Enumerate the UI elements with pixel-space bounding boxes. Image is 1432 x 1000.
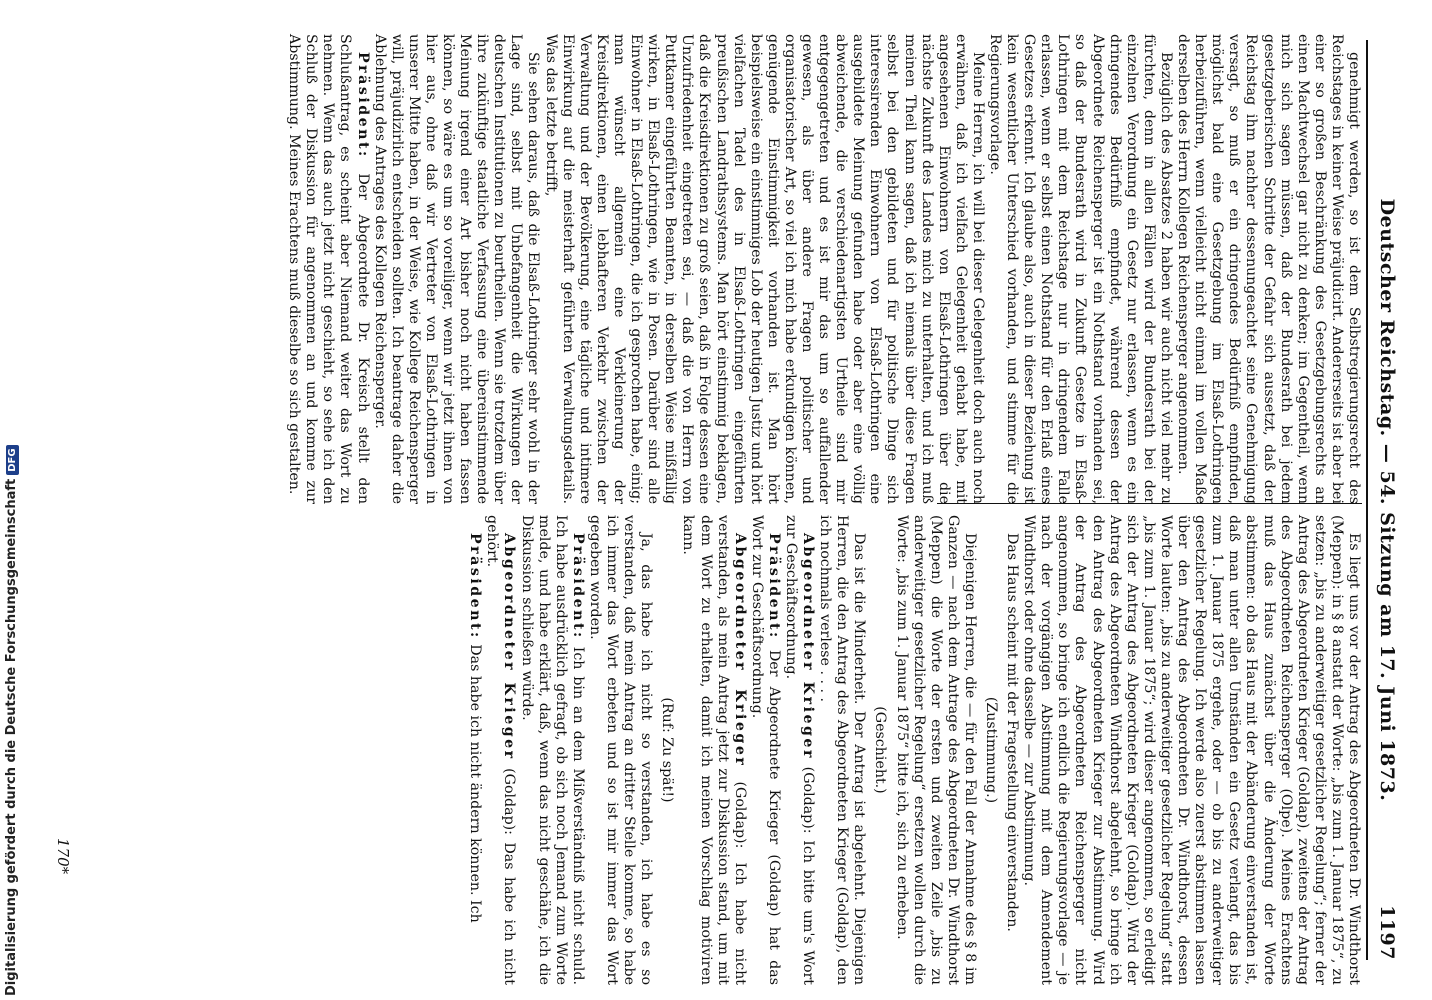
speaker-name: Abgeordneter Krieger <box>800 533 817 760</box>
dfg-logo: DFG <box>6 445 19 474</box>
right-column <box>466 515 1362 985</box>
speech-text: Das habe ich nicht ändern können. Ich <box>467 644 484 923</box>
stage-direction: (Ruf: Zu spät!) <box>659 697 676 803</box>
president-paragraph <box>466 515 483 985</box>
speaker-paragraph <box>782 515 816 985</box>
page-title: Deutscher Reichstag. — 54. Sitzung am 17. Juni 1873. <box>1376 198 1398 802</box>
header-rule <box>1366 40 1368 960</box>
paragraph: Es liegt uns vor der Antrag des Abgeordneten Dr. Windthorst (Meppen): in § 8 anstatt der Worte: „bis zum 1. Januar 1875“, zu setzen: „bis zu anderweitiger gesetzlicher Regelung“; ferner der Antrag des Abgeordneten Krieger (Goldap), zweitens der Antrag des Abgeordneten Reichensperger (Olpe). Meines Erachtens muß das Haus zunächst über die Änderung der Worte abstimmen: ob das Haus mit der Abänderung einverstanden ist, daß man unter allen Umständen ein Gesetz verlangt, das bis zum 1. Januar 1875 ergehe, oder — ob bis zu anderweitiger gesetzlicher Regelung. Ich werde also zuerst abstimmen lassen über den Antrag des Abgeordneten Dr. Windthorst, dessen Worte lauten: „bis zu anderweitiger gesetzlicher Regelung“ statt „bis zum 1. Januar 1875“; wird dieser angenommen, so erledigt sich der Antrag des Abgeordneten Krieger (Goldap). Wird der Antrag des Abgeordneten Windthorst abgelehnt, so bringe ich den Antrag des Abgeordneten Krieger zur Abstimmung. Wird der Antrag des Abgeordneten Reichensperger nicht angenommen, so bringe ich endlich die Regierungsvorlage — je nach der vorgängigen Abstimmung mit dem Amendement Windthorst oder ohne dasselbe — zur Abstimmung. <box>1021 515 1362 985</box>
column-divider <box>937 503 1362 504</box>
speech-text: Der Abgeordnete Krieger (Goldap) hat das Wort zur Geschäftsordnung. <box>748 515 782 985</box>
paragraph: Das Haus scheint mit der Fragestellung einverstanden. <box>1004 533 1021 932</box>
paragraph: Sie sehen daraus, daß die Elsaß-Lothringer sehr wohl in der Lage sind, selbst mit Unbefangenheit die Wirkungen der deutschen Institutionen zu beurtheilen. Wenn sie trotzdem über ihre zukünftige staatliche Verfassung eine übereinstimmende Meinung irgend einer Art bisher noch nicht haben fassen können, so wäre es um so voreiliger, wenn wir jetzt ihnen von hier aus, ohne daß wir Vertreter von Elsaß-Lothringen in unserer Mitte haben, in der Weise, wie Kollege Reichensperger will, präjudizirlich entscheiden sollten. Ich beantrage daher die Ablehnung des Antrages des Kollegen Reichensperger. <box>371 34 542 504</box>
page-header <box>1372 40 1398 960</box>
speaker-name: Präsident: <box>354 52 371 159</box>
left-column <box>285 34 1362 504</box>
speaker-paragraph <box>483 515 517 985</box>
paragraph: Das ist die Minderheit. Der Antrag ist abgelehnt. Diejenigen Herren, die den Antrag des Abgeordneten Krieger (Goldap), den ich nochmals verlese . . . . <box>817 515 868 985</box>
page-number: 1197 <box>1376 905 1398 960</box>
speech-text: (Goldap): Das habe ich nicht gehört. <box>484 515 518 985</box>
stage-direction: (Geschieht.) <box>872 706 889 794</box>
paragraph: Diejenigen Herren, die — für den Fall der Annahme des § 8 im Ganzen — nach dem Antrage des Abgeordneten Dr. Windthorst (Meppen) die Worte der ersten und zweiten Zeile „bis zu anderweitiger gesetzlicher Regelung“ ersetzen wollen durch die Worte: „bis zum 1. Januar 1875“ bitte ich, sich zu erheben. <box>893 515 978 985</box>
president-paragraph <box>748 515 782 985</box>
speaker-name: Präsident: <box>467 533 484 640</box>
signature-mark: 170* <box>54 838 72 875</box>
funding-note <box>4 445 19 996</box>
speaker-name: Präsident: <box>765 533 782 640</box>
paragraph: Meine Herren, ich will bei dieser Gelegenheit doch auch noch erwähnen, daß ich vielfach Gelegenheit gehabt habe, mit angesehenen Einwohnern von Elsaß-Lothringen über die nächste Zukunft des Landes mich zu unterhalten, und ich muß meinen Theil kann sagen, daß ich niemals über diese Fragen selbst bei den gebildeten und für politische Dinge sich interessirenden Einwohnern von Elsaß-Lothringen eine ausgebildete Meinung gefunden habe oder aber eine völlig abweichende, die verschiedenartigsten Urtheile sind mir entgegengetreten und es ist mir das um so auffallender gewesen, als über andere Fragen politischer und organisatorischer Art, so viel ich mich habe erkundigen können, genügende Einstimmigkeit vorhanden ist. Man hört beispielsweise ein einstimmiges Lob der heutigen Justiz und hört vielfachen Tadel des in Elsaß-Lothringen eingeführten preußischen Landrathssystems. Man hört einstimmig beklagen, daß die Kreisdirektionen zu groß seien, daß in Folge dessen eine Unzufriedenheit eingetreten sei, — daß die von Herrn von Puttkamer eingeführten Beamten, in derselben Weise mißfällig wirken, in Elsaß-Lothringen, wie in Posen. Darüber sind alle Einwohner in Elsaß-Lothringen, die ich gesprochen habe, einig; man wünscht allgemein eine Verkleinerung der Kreisdirektionen, einen lebhafteren Verkehr zwischen der Verwaltung und der Bevölkerung, eine tägliche und intimere Einwirkung auf die meisterhaft geführten Verwaltungsdetails. Was das letzte betrifft, <box>542 34 986 504</box>
speech-text: Ich bin an dem Mißverständniß nicht schuld. Ich habe ausdrücklich gefragt, ob sich noch Jemand zum Worte melde, und habe erklärt, daß, wenn das nicht geschähe, ich die Diskussion schließen würde. <box>518 515 586 985</box>
speaker-name: Abgeordneter Krieger <box>731 533 748 768</box>
president-paragraph <box>518 515 586 985</box>
paragraph: genehmigt werden, so ist dem Selbstregierungsrecht des Reichstages in keiner Weise präjudicirt. Andererseits ist aber bei einer so großen Beschränkung des Gesetzgebungsrechts an einen Machtwechsel gar nicht zu denken; im Gegentheil, wenn mich sich sagen müssen, daß der Bundesrath bei jedem gesetzgeberischen Schritte der Gefahr sich aussetzt, daß der Reichstag ihm nachher dessenungeachtet seine Genehmigung versagt, so muß er ein dringendes Bedürfniß empfinden, möglichst bald eine Gesetzgebung im Elsaß-Lothringen herbeizuführen, wenn vielleicht nicht einmal im vollen Maße derselben des Herrn Kollegen Reichensperger angenommen. <box>1175 34 1362 504</box>
speech-text: (Goldap): Ich habe nicht verstanden, als mein Antrag jetzt zur Diskussion stand, um mit dem Wort zu erhalten, damit ich meinen Vorschlag motiviren kann. <box>680 515 748 985</box>
stage-direction: (Zustimmung.) <box>983 696 1000 804</box>
paragraph: Ja, das habe ich nicht so verstanden, ich habe es so verstanden, daß mein Antrag an dritter Stelle komme, so habe ich immer das Wort erbeten und so ist mir immer das Wort gegeben worden. <box>586 515 655 985</box>
speaker-name: Präsident: <box>569 533 586 640</box>
paragraph: Bezüglich des Absatzes 2 haben wir auch nicht viel mehr zu fürchten, denn in allen Fällen wird der Bundesrath bei der einzelnen Verordnung ein Gesetz nur erlassen, wenn es ein dringendes Bedürfniß empfindet, während dessen der Abgeordnete Reichensperger ist ein Nothstand vorhanden sei, so daß der Bundesrath wird in Zukunft Gesetze in Elsaß-Lothringen mit dem Reichstage nur in dringendem Falle erlassen, wenn er selbst einen Nothstand für den Erlaß eines Gesetzes erkennt. Ich glaube also, auch in dieser Beziehung ist kein wesentlicher Unterschied vorhanden, und stimme für die Regierungsvorlage. <box>987 34 1174 504</box>
president-paragraph <box>285 34 370 504</box>
speech-text: Der Abgeordnete Dr. Kreisch stellt den Schlußantrag, es scheint aber Niemand weiter das Wort zu nehmen. Wenn das auch jetzt nicht geschieht, so sehe ich den Schluß der Diskussion für angenommen an und komme zur Abstimmung. Meines Erachtens muß dieselbe so sich gestalten. <box>286 34 371 504</box>
speech-text: (Goldap): Ich bitte um's Wort zur Geschäftsordnung. <box>783 515 817 985</box>
speaker-paragraph <box>679 515 747 985</box>
funding-text: Digitalisierung gefördert durch die Deutsche Forschungsgemeinschaft <box>4 478 19 996</box>
speaker-name: Abgeordneter Krieger <box>501 533 518 761</box>
